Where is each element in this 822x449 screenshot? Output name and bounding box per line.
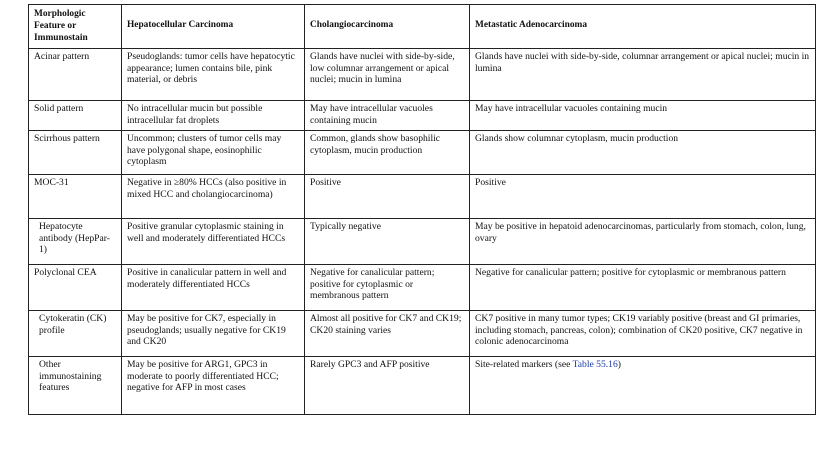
cca-cell: Almost all positive for CK7 and CK19; CK20 staining varies [305, 311, 470, 357]
cca-cell: Rarely GPC3 and AFP positive [305, 357, 470, 415]
meta-cell: Glands show columnar cytoplasm, mucin production [470, 131, 816, 175]
table-reference-link[interactable]: Table 55.16 [572, 359, 618, 370]
meta-prefix: Site-related markers (see [475, 359, 573, 370]
comparison-table [28, 4, 816, 415]
hcc-cell: Pseudoglands: tumor cells have hepatocytic appearance; lumen contains bile, pink material, or debris [122, 49, 305, 101]
cca-cell: May have intracellular vacuoles containing mucin [305, 101, 470, 131]
table-row [29, 265, 816, 311]
table-row [29, 101, 816, 131]
table-row [29, 49, 816, 101]
hcc-cell: No intracellular mucin but possible intracellular fat droplets [122, 101, 305, 131]
feature-cell: Other immunostaining features [29, 357, 122, 415]
feature-cell: Solid pattern [29, 101, 122, 131]
cca-cell: Typically negative [305, 219, 470, 265]
meta-cell: Glands have nuclei with side-by-side, columnar arrangement or apical nuclei; mucin in lumina [470, 49, 816, 101]
table-row [29, 357, 816, 415]
feature-cell: Hepatocyte antibody (HepPar-1) [29, 219, 122, 265]
feature-cell: Polyclonal CEA [29, 265, 122, 311]
header-cholangiocarcinoma: Cholangiocarcinoma [305, 5, 470, 49]
meta-cell: CK7 positive in many tumor types; CK19 variably positive (breast and GI primaries, including stomach, pancreas, colon); combination of CK20 positive, CK7 negative in colonic adenocarcinoma [470, 311, 816, 357]
meta-suffix: ) [617, 359, 621, 370]
feature-cell: Cytokeratin (CK) profile [29, 311, 122, 357]
header-metastatic: Metastatic Adenocarcinoma [470, 5, 816, 49]
hcc-cell: Positive granular cytoplasmic staining in well and moderately differentiated HCCs [122, 219, 305, 265]
feature-cell: Acinar pattern [29, 49, 122, 101]
hcc-cell: May be positive for ARG1, GPC3 in moderate to poorly differentiated HCC; negative for AFP in most cases [122, 357, 305, 415]
hcc-cell: Uncommon; clusters of tumor cells may have polygonal shape, eosinophilic cytoplasm [122, 131, 305, 175]
cca-cell: Glands have nuclei with side-by-side, low columnar arrangement or apical nuclei; mucin in lumina [305, 49, 470, 101]
cca-cell: Positive [305, 175, 470, 219]
hcc-cell: Positive in canalicular pattern in well and moderately differentiated HCCs [122, 265, 305, 311]
feature-cell: Scirrhous pattern [29, 131, 122, 175]
cca-cell: Negative for canalicular pattern; positive for cytoplasmic or membranous pattern [305, 265, 470, 311]
header-row [29, 5, 816, 49]
meta-cell: Negative for canalicular pattern; positive for cytoplasmic or membranous pattern [470, 265, 816, 311]
table-row [29, 311, 816, 357]
hcc-cell: Negative in ≥80% HCCs (also positive in mixed HCC and cholangiocarcinoma) [122, 175, 305, 219]
header-feature: Morphologic Feature or Immunostain [29, 5, 122, 49]
feature-cell: MOC-31 [29, 175, 122, 219]
meta-cell: May be positive in hepatoid adenocarcinomas, particularly from stomach, colon, lung, ovary [470, 219, 816, 265]
cca-cell: Common, glands show basophilic cytoplasm, mucin production [305, 131, 470, 175]
meta-cell [470, 357, 816, 415]
table-row [29, 131, 816, 175]
table-row [29, 219, 816, 265]
header-hcc: Hepatocellular Carcinoma [122, 5, 305, 49]
meta-cell: Positive [470, 175, 816, 219]
meta-cell: May have intracellular vacuoles containing mucin [470, 101, 816, 131]
table-row [29, 175, 816, 219]
hcc-cell: May be positive for CK7, especially in pseudoglands; usually negative for CK19 and CK20 [122, 311, 305, 357]
